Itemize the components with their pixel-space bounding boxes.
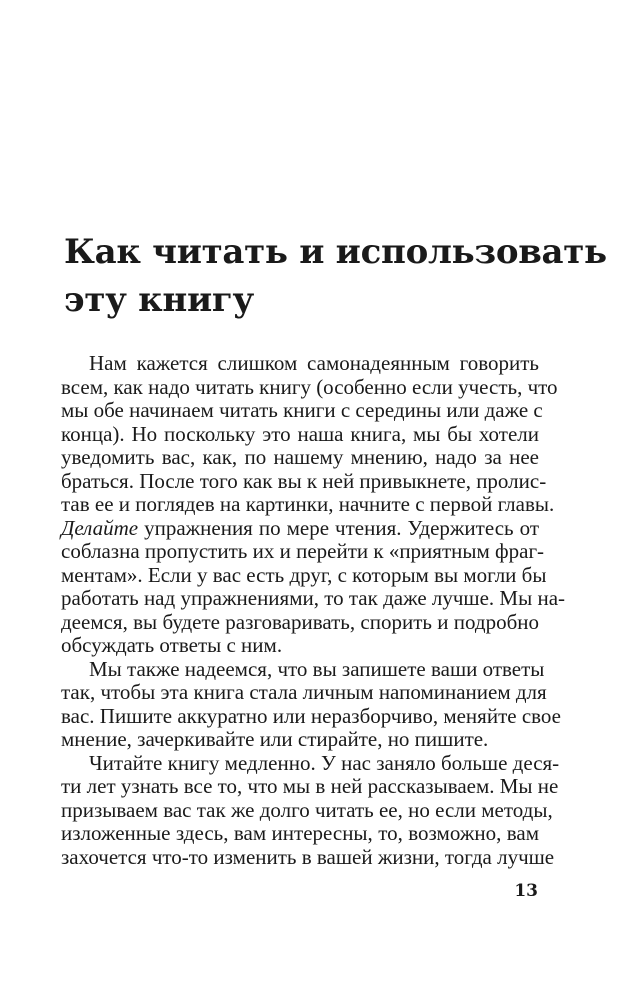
text-line: ти лет узнать все то, что мы в ней рассказываем. Мы не xyxy=(61,774,559,798)
text-line: Нам кажется слишком самонадеянным говорить xyxy=(89,351,539,375)
page-number: 13 xyxy=(514,881,538,901)
text-line: браться. После того как вы к ней привыкнете, пролис- xyxy=(61,468,547,493)
text-line: деемся, вы будете разговаривать, спорить и подробно xyxy=(61,609,539,634)
text-line: захочется что-то изменить в вашей жизни, тогда лучше xyxy=(61,844,555,869)
text-line: конца). Но поскольку это наша книга, мы бы хотели xyxy=(61,421,539,446)
chapter-title-line: Как читать и использовать xyxy=(64,232,607,272)
body-text xyxy=(61,351,566,869)
text-line: Мы также надеемся, что вы запишете ваши ответы xyxy=(89,656,545,681)
text-line: Читайте книгу медленно. У нас заняло больше деся- xyxy=(89,750,560,775)
text-line: мы обе начинаем читать книги с середины или даже с xyxy=(61,398,543,422)
text-line: всем, как надо читать книгу (особенно если учесть, что xyxy=(61,374,558,399)
emphasized-word: Делайте xyxy=(61,515,139,540)
text-line: изложенные здесь, вам интересны, то, возможно, вам xyxy=(61,821,539,845)
paragraph-1 xyxy=(61,351,566,658)
text-line: вас. Пишите аккуратно или неразборчиво, меняйте свое xyxy=(61,703,561,728)
text-line: тав ее и поглядев на картинки, начните с первой главы. xyxy=(61,492,555,516)
text-line: обсуждать ответы с ним. xyxy=(61,633,283,657)
text-line: призываем вас так же долго читать ее, но если методы, xyxy=(61,797,553,822)
text-line: соблазна пропустить их и перейти к «приятным фраг- xyxy=(61,539,545,563)
paragraph-3 xyxy=(61,750,560,870)
text-line xyxy=(61,517,539,541)
text-line: мнение, зачеркивайте или стирайте, но пишите. xyxy=(61,727,489,751)
text-line: ментам». Если у вас есть друг, с которым вы могли бы xyxy=(61,562,547,587)
text-line: работать над упражнениями, то так даже лучше. Мы на- xyxy=(61,586,566,610)
paragraph-2 xyxy=(61,656,561,752)
text-line: так, чтобы эта книга стала личным напоминанием для xyxy=(61,680,547,704)
text-line-rest: упражнения по мере чтения. Удержитесь от xyxy=(144,515,540,540)
chapter-title xyxy=(64,228,607,324)
text-line: уведомить вас, как, по нашему мнению, надо за нее xyxy=(61,445,539,469)
chapter-title-line: эту книгу xyxy=(64,280,254,320)
